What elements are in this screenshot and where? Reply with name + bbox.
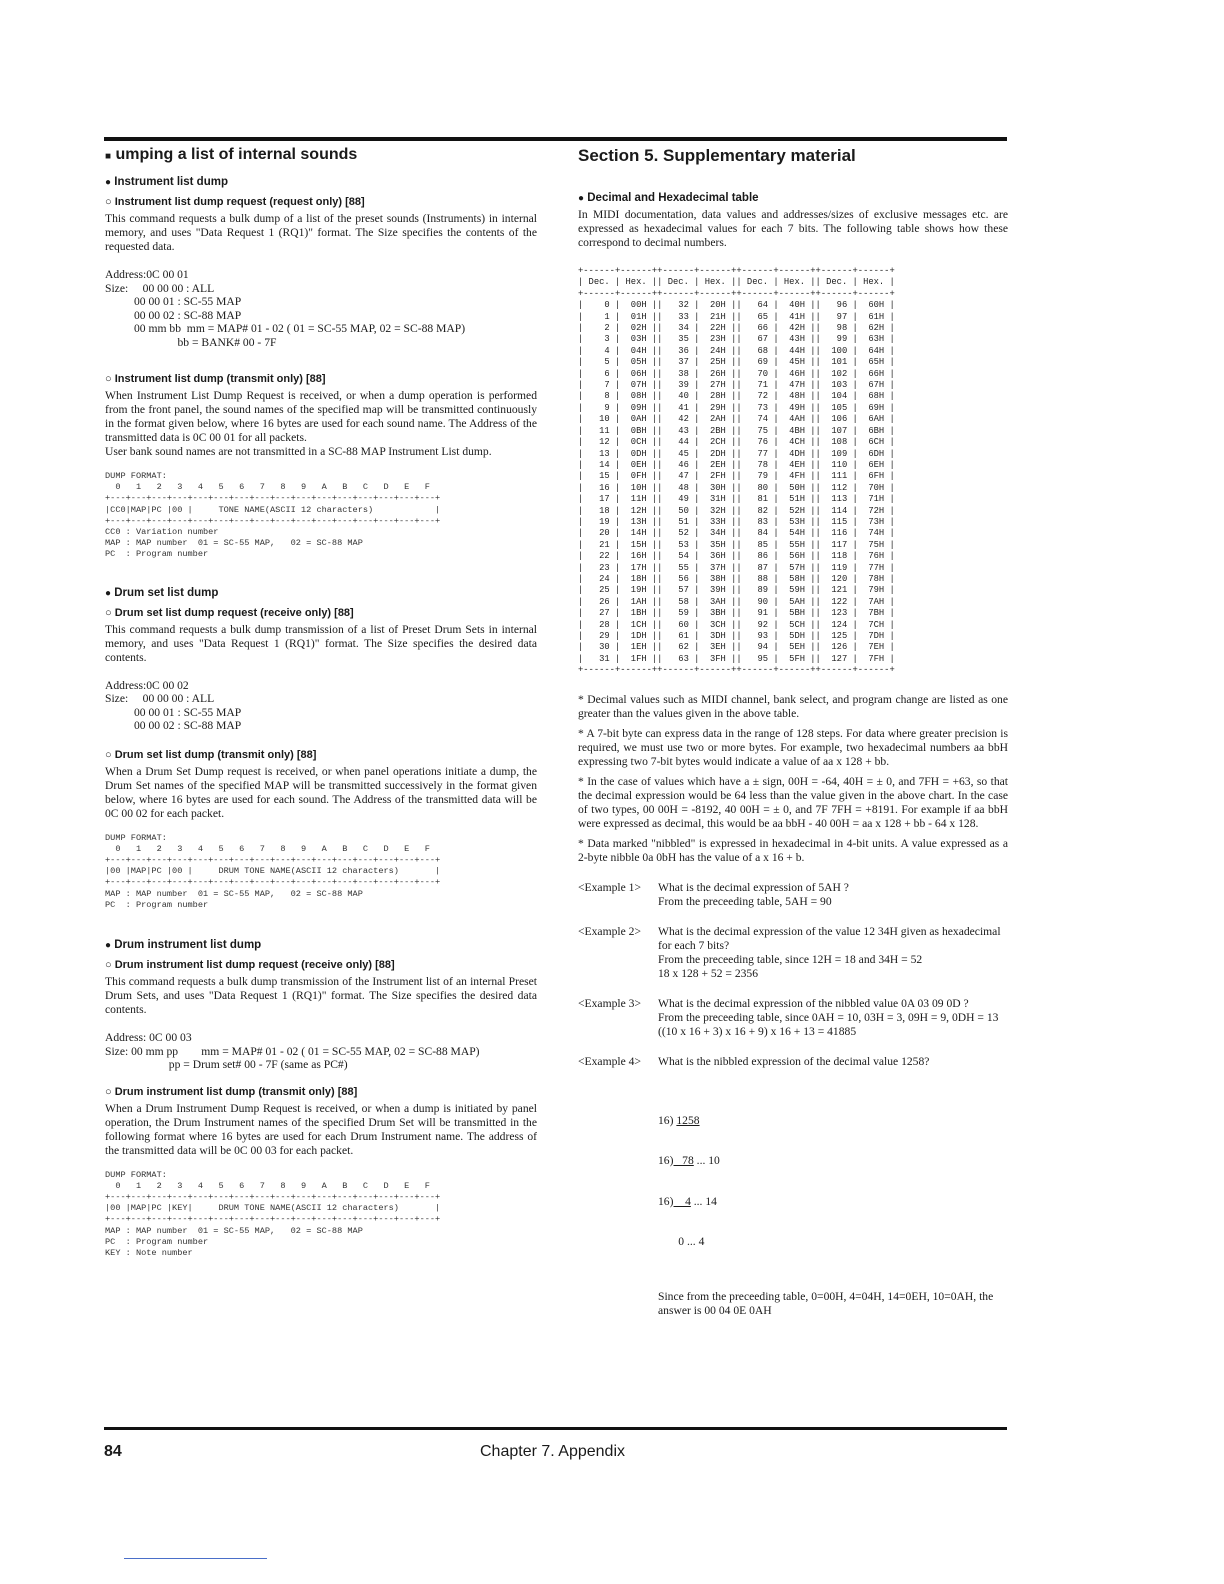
example-line: From the preceeding table, 5AH = 90 [658, 894, 832, 908]
circle-bullet-icon: ● [105, 177, 112, 188]
divisor: 16) [658, 1113, 674, 1127]
division-line-3 [658, 1195, 1008, 1209]
drum-instrument-request-heading: ○ Drum instrument list dump request (receive only) [88] [105, 959, 395, 972]
bottom-rule [104, 1427, 1007, 1430]
dec-hex-intro: In MIDI documentation, data values and addresses/sizes of exclusive messages etc. are expressed as hexadecimal values for each 7 bits. The following table shows how these correspond to decimal numbers. [578, 208, 1008, 249]
right-column [578, 146, 1008, 1318]
example-2 [578, 925, 1008, 981]
example-label: <Example 3> [578, 996, 641, 1010]
heading-text: Instrument list dump (transmit only) [88] [114, 373, 326, 385]
divisor: 16) [658, 1154, 674, 1168]
chapter-title: Chapter 7. Appendix [480, 1443, 625, 1460]
section-title-right: Section 5. Supplementary material [578, 146, 856, 165]
note-item: * A 7-bit byte can express data in the range of 128 steps. For data where greater precision is required, we must use two or more bytes. For example, two hexadecimal numbers aa bbH expressing two 7-bit bytes would indicate a value of aa x 128 + bb. [578, 726, 1008, 768]
top-rule [104, 137, 1007, 141]
instrument-transmit-text: When Instrument List Dump Request is received, or when a dump operation is performed from the front panel, the sound names of the specified map will be transmitted continuously in the format given below, where 16 bytes are used for each sound name. The Address of the transmitted data is 0C 00 01 for all packets. [105, 389, 537, 444]
instrument-list-heading [105, 176, 537, 188]
example-body [658, 1055, 929, 1069]
drumset-dump-format: DUMP FORMAT: 0 1 2 3 4 5 6 7 8 9 A B C D E F +---+---+---+---+---+---+---+---+---+---+---+---+---+---+---+---+ |00 |MAP|PC |00 | DRUM TONE NAME(ASCII 12 characters) | +---+---+---+---+---+---+---+---+---+---+---+---+---+---+---+---+ MAP : MAP number 01 = SC-55 MAP, 02 = SC-88 MAP PC : Program number [105, 832, 441, 910]
division-line-1 [658, 1114, 1008, 1128]
example-4 [578, 1055, 1008, 1069]
heading-text: Instrument list dump request (request only) [88] [114, 196, 365, 208]
example-body [658, 925, 1008, 981]
example-1 [578, 881, 1008, 909]
example-4-answer: Since from the preceeding table, 0=00H, 4=04H, 14=0EH, 10=0AH, the answer is 00 04 0E 0AH [658, 1289, 994, 1317]
drumset-transmit-text: When a Drum Set Dump request is received, or when panel operations initiate a dump, the Drum Set names of the specified MAP will be transmitted successively in the format given below, where 16 bytes are used for each sound. The Address of the transmitted data will be 0C 00 02 for each packet. [105, 764, 537, 820]
remainder: ... 14 [690, 1194, 717, 1208]
drum-instrument-heading [105, 939, 537, 951]
heading-text: Drum set list dump (transmit only) [88] [114, 748, 317, 761]
instrument-dump-format: DUMP FORMAT: 0 1 2 3 4 5 6 7 8 9 A B C D E F +---+---+---+---+---+---+---+---+---+---+---+---+---+---+---+---+ |CC0|MAP|PC |00 | TONE NAME(ASCII 12 characters) | +---+---+---+---+---+---+---+---+---+---+---+---+---+---+---+---+ CC0 : Variation number MAP : MAP number 01 = SC-55 MAP, 02 = SC-88 MAP PC : Program number [105, 471, 441, 560]
drumset-request-heading: ○ Drum set list dump request (receive only) [88] [105, 606, 354, 619]
drum-instrument-transmit-heading: ○ Drum instrument list dump (transmit only) [88] [105, 1085, 358, 1098]
drumset-request-text: This command requests a bulk dump transmission of a list of Preset Drum Sets in internal memory, and uses "Data Request 1 (RQ1)" format. The Size specifies the desired data contents. [105, 622, 537, 664]
dividend: 1258 [676, 1113, 700, 1127]
example-label: <Example 1> [578, 880, 641, 894]
divisor: 16) [658, 1194, 674, 1208]
example-label: <Example 2> [578, 924, 641, 938]
example-line: What is the decimal expression of 5AH ? [658, 880, 849, 894]
example-body [658, 881, 849, 909]
heading-text: Decimal and Hexadecimal table [587, 192, 759, 204]
dec-hex-table: +------+------++------+------++------+------++------+------+ | Dec. | Hex. || Dec. | Hex. || Dec. | Hex. || Dec. | Hex. | +------+------++------+------++------+------++------+------+ | 0 | 00H || 32 | 20H || 64 | 40H || 96 | 60H | | 1 | 01H || 33 | 21H || 65 | 41H || 97 | 61H | | 2 | 02H || 34 | 22H || 66 | 42H || 98 | 62H | | 3 | 03H || 35 | 23H || 67 | 43H || 99 | 63H | | 4 | 04H || 36 | 24H || 68 | 44H || 100 | 64H | | 5 | 05H || 37 | 25H || 69 | 45H || 101 | 65H | | 6 | 06H || 38 | 26H || 70 | 46H || 102 | 66H | | 7 | 07H || 39 | 27H || 71 | 47H || 103 | 67H | | 8 | 08H || 40 | 28H || 72 | 48H || 104 | 68H | | 9 | 09H || 41 | 29H || 73 | 49H || 105 | 69H | | 10 | 0AH || 42 | 2AH || 74 | 4AH || 106 | 6AH | | 11 | 0BH || 43 | 2BH || 75 | 4BH || 107 | 6BH | | 12 | 0CH || 44 | 2CH || 76 | 4CH || 108 | 6CH | | 13 | 0DH || 45 | 2DH || 77 | 4DH || 109 | 6DH | | 14 | 0EH || 46 | 2EH || 78 | 4EH || 110 | 6EH | | 15 | 0FH || 47 | 2FH || 79 | 4FH || 111 | 6FH | | 16 | 10H || 48 | 30H || 80 | 50H || 112 | 70H | | 17 | 11H || 49 | 31H || 81 | 51H || 113 | 71H | | 18 | 12H || 50 | 32H || 82 | 52H || 114 | 72H | | 19 | 13H || 51 | 33H || 83 | 53H || 115 | 73H | | 20 | 14H || 52 | 34H || 84 | 54H || 116 | 74H | | 21 | 15H || 53 | 35H || 85 | 55H || 117 | 75H | | 22 | 16H || 54 | 36H || 86 | 56H || 118 | 76H | | 23 | 17H || 55 | 37H || 87 | 57H || 119 | 77H | | 24 | 18H || 56 | 38H || 88 | 58H || 120 | 78H | | 25 | 19H || 57 | 39H || 89 | 59H || 121 | 79H | | 26 | 1AH || 58 | 3AH || 90 | 5AH || 122 | 7AH | | 27 | 1BH || 59 | 3BH || 91 | 5BH || 123 | 7BH | | 28 | 1CH || 60 | 3CH || 92 | 5CH || 124 | 7CH | | 29 | 1DH || 61 | 3DH || 93 | 5DH || 125 | 7DH | | 30 | 1EH || 62 | 3EH || 94 | 5EH || 126 | 7EH | | 31 | 1FH || 63 | 3FH || 95 | 5FH || 127 | 7FH | +------+------++------+------++------+------++------+------+ [578, 266, 895, 676]
circle-bullet-icon: ● [578, 193, 585, 204]
example-label: <Example 4> [578, 1054, 641, 1068]
heading-text: Drum instrument list dump request (receive only) [88] [114, 959, 395, 972]
instrument-transmit-note: User bank sound names are not transmitted in a SC-88 MAP Instrument List dump. [105, 445, 492, 458]
quotient: 4 [673, 1194, 691, 1208]
example-line: From the preceeding table, since 12H = 18 and 34H = 52 [658, 952, 923, 966]
left-column [105, 146, 537, 1267]
remainder: ... 10 [693, 1154, 720, 1168]
drum-instrument-request-text: This command requests a bulk dump transmission of the Instrument list of an internal Preset Drum Sets, and uses "Data Request 1 (RQ1)" format. The Size specifies the desired data contents. [105, 975, 537, 1017]
instrument-transmit-heading: ○ Instrument list dump (transmit only) [88] [105, 373, 326, 385]
page-number: 84 [104, 1443, 122, 1460]
example-line: What is the decimal expression of the value 12 34H given as hexadecimal for each 7 bits? [658, 924, 1004, 952]
note-item: * In the case of values which have a ± sign, 00H = -64, 40H = ± 0, and 7FH = +63, so that the decimal expression would be 64 less than the value given in the above chart. In the case of two types, 00 00H = -8192, 40 00H = ± 0, and 7F 7FH = +8191. For example if aa bbH were expressed as decimal, this would be aa bbH - 40 00H = aa x 128 + bb - 64 x 128. [578, 774, 1008, 830]
division-line-4: 0 ... 4 [658, 1235, 705, 1249]
drum-instrument-transmit-text: When a Drum Instrument Dump Request is received, or when a dump is initiated by panel operation, the Drum Instrument names of the specified Drum Set will be transmitted in the following format where 16 bytes are used for each Drum Instrument name. The address of the transmitted data will be 0C 00 03 for each packet. [105, 1101, 537, 1157]
heading-text: Drum set list dump request (receive only) [88] [114, 606, 354, 619]
example-line: ((10 x 16 + 3) x 16 + 9) x 16 + 13 = 41885 [658, 1024, 857, 1038]
example-line: From the preceeding table, since 0AH = 10, 03H = 3, 09H = 9, 0DH = 13 [658, 1010, 999, 1024]
dec-hex-heading [578, 192, 1008, 204]
example-body [658, 997, 998, 1039]
instrument-request-text: This command requests a bulk dump of a list of the preset sounds (Instruments) in internal memory, and uses "Data Request 1 (RQ1)" format. The Size specifies the contents of the requested data. [105, 212, 537, 253]
notes-block [578, 693, 1008, 865]
quotient: 78 [673, 1154, 694, 1168]
division-line-2 [658, 1154, 1008, 1168]
instrument-request-heading: ○ Instrument list dump request (request only) [88] [105, 196, 365, 208]
circle-bullet-icon: ● [105, 587, 112, 599]
drumset-address-block: Address:0C 00 02 Size: 00 00 00 : ALL 00 00 01 : SC-55 MAP 00 00 02 : SC-88 MAP [105, 678, 242, 733]
heading-text: Instrument list dump [114, 176, 228, 188]
example-line: What is the decimal expression of the nibbled value 0A 03 09 0D ? [658, 996, 969, 1010]
example-line: 18 x 128 + 52 = 2356 [658, 966, 759, 980]
drumset-list-heading [105, 587, 537, 599]
note-item: * Decimal values such as MIDI channel, bank select, and program change are listed as one greater than the values given in the above table. [578, 692, 1008, 720]
drum-instrument-address-block: Address: 0C 00 03 Size: 00 mm pp mm = MAP# 01 - 02 ( 01 = SC-55 MAP, 02 = SC-88 MAP) pp = Drum set# 00 - 7F (same as PC#) [105, 1031, 480, 1072]
circle-bullet-icon: ● [105, 940, 112, 952]
example-line: What is the nibbled expression of the decimal value 1258? [658, 1054, 930, 1068]
heading-text: Drum set list dump [114, 586, 219, 599]
heading-text: Drum instrument list dump (transmit only) [88] [114, 1085, 358, 1098]
drum-instrument-dump-format: DUMP FORMAT: 0 1 2 3 4 5 6 7 8 9 A B C D E F +---+---+---+---+---+---+---+---+---+---+---+---+---+---+---+---+ |00 |MAP|PC |KEY| DRUM TONE NAME(ASCII 12 characters) | +---+---+---+---+---+---+---+---+---+---+---+---+---+---+---+---+ MAP : MAP number 01 = SC-55 MAP, 02 = SC-88 MAP PC : Program number KEY : Note number [105, 1169, 441, 1258]
section-title-left [105, 146, 537, 164]
section-title-text: umping a list of internal sounds [115, 146, 358, 163]
bottom-mark-line [124, 1558, 267, 1559]
drumset-transmit-heading: ○ Drum set list dump (transmit only) [88] [105, 748, 317, 761]
example-3 [578, 997, 1008, 1039]
square-bullet-icon: ■ [105, 151, 112, 162]
division-calculation [658, 1087, 1008, 1276]
instrument-address-block: Address:0C 00 01 Size: 00 00 00 : ALL 00 00 01 : SC-55 MAP 00 00 02 : SC-88 MAP 00 mm bb mm = MAP# 01 - 02 ( 01 = SC-55 MAP, 02 = SC-88 MAP) bb = BANK# 00 - 7F [105, 268, 466, 349]
heading-text: Drum instrument list dump [114, 939, 262, 952]
note-item: * Data marked "nibbled" is expressed in hexadecimal in 4-bit units. A value expressed as a 2-byte nibble 0a 0bH has the value of a x 16 + b. [578, 836, 1008, 864]
